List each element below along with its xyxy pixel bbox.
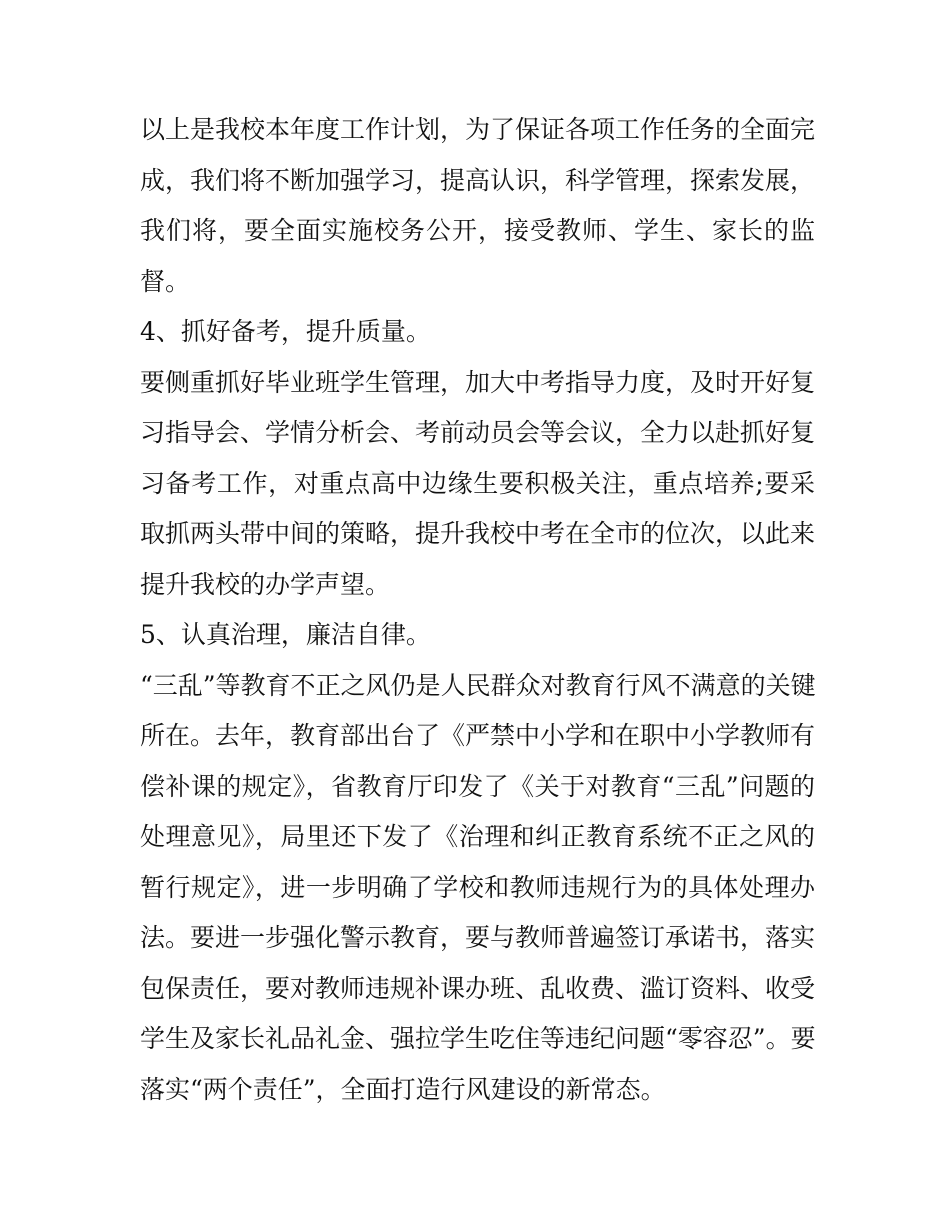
paragraph-line: 处理意见》，局里还下发了《治理和纠正教育系统不正之风的 (140, 822, 815, 851)
paragraph-line: 提升我校的办学声望。 (140, 569, 391, 599)
paragraph-line: “三乱”等教育不正之风仍是人民群众对教育行风不满意的关键 (140, 670, 816, 700)
paragraph-1 (140, 105, 815, 307)
section-heading-5 (140, 610, 815, 661)
paragraph-line: 成，我们将不断加强学习，提高认识，科学管理，探索发展， (140, 165, 816, 195)
paragraph-2 (140, 358, 815, 611)
paragraph-line: 落实“两个责任”，全面打造行风建设的新常态。 (140, 1074, 666, 1104)
paragraph-line: 法。要进一步强化警示教育，要与教师普遍签订承诺书，落实 (140, 923, 816, 952)
section-heading-4 (140, 307, 815, 358)
paragraph-line: 习指导会、学情分析会、考前动员会等会议，全力以赴抓好复 (140, 418, 816, 447)
paragraph-line: 习备考工作，对重点高中边缘生要积极关注，重点培养;要采 (140, 468, 815, 498)
heading-text: 5、认真治理，廉洁自律。 (140, 620, 431, 649)
paragraph-line: 要侧重抓好毕业班学生管理，加大中考指导力度，及时开好复 (140, 367, 816, 397)
document-page (140, 105, 815, 1115)
paragraph-line: 我们将，要全面实施校务公开，接受教师、学生、家长的监 (140, 216, 815, 245)
paragraph-line: 偿补课的规定》，省教育厅印发了《关于对教育“三乱”问题的 (140, 771, 815, 801)
paragraph-3 (140, 661, 815, 1116)
paragraph-line: 所在。去年，教育部出台了《严禁中小学和在职中小学教师有 (140, 721, 816, 750)
paragraph-line: 学生及家长礼品礼金、强拉学生吃住等违纪问题“零容忍”。要 (140, 1024, 816, 1053)
paragraph-line: 包保责任，要对教师违规补课办班、乱收费、滥订资料、收受 (140, 973, 816, 1003)
paragraph-line: 以上是我校本年度工作计划，为了保证各项工作任务的全面完 (140, 115, 816, 144)
paragraph-line: 取抓两头带中间的策略，提升我校中考在全市的位次，以此来 (140, 519, 816, 548)
heading-text: 4、抓好备考，提升质量。 (140, 317, 431, 346)
paragraph-line: 暂行规定》，进一步明确了学校和教师违规行为的具体处理办 (140, 872, 815, 902)
paragraph-line: 督。 (140, 266, 191, 296)
